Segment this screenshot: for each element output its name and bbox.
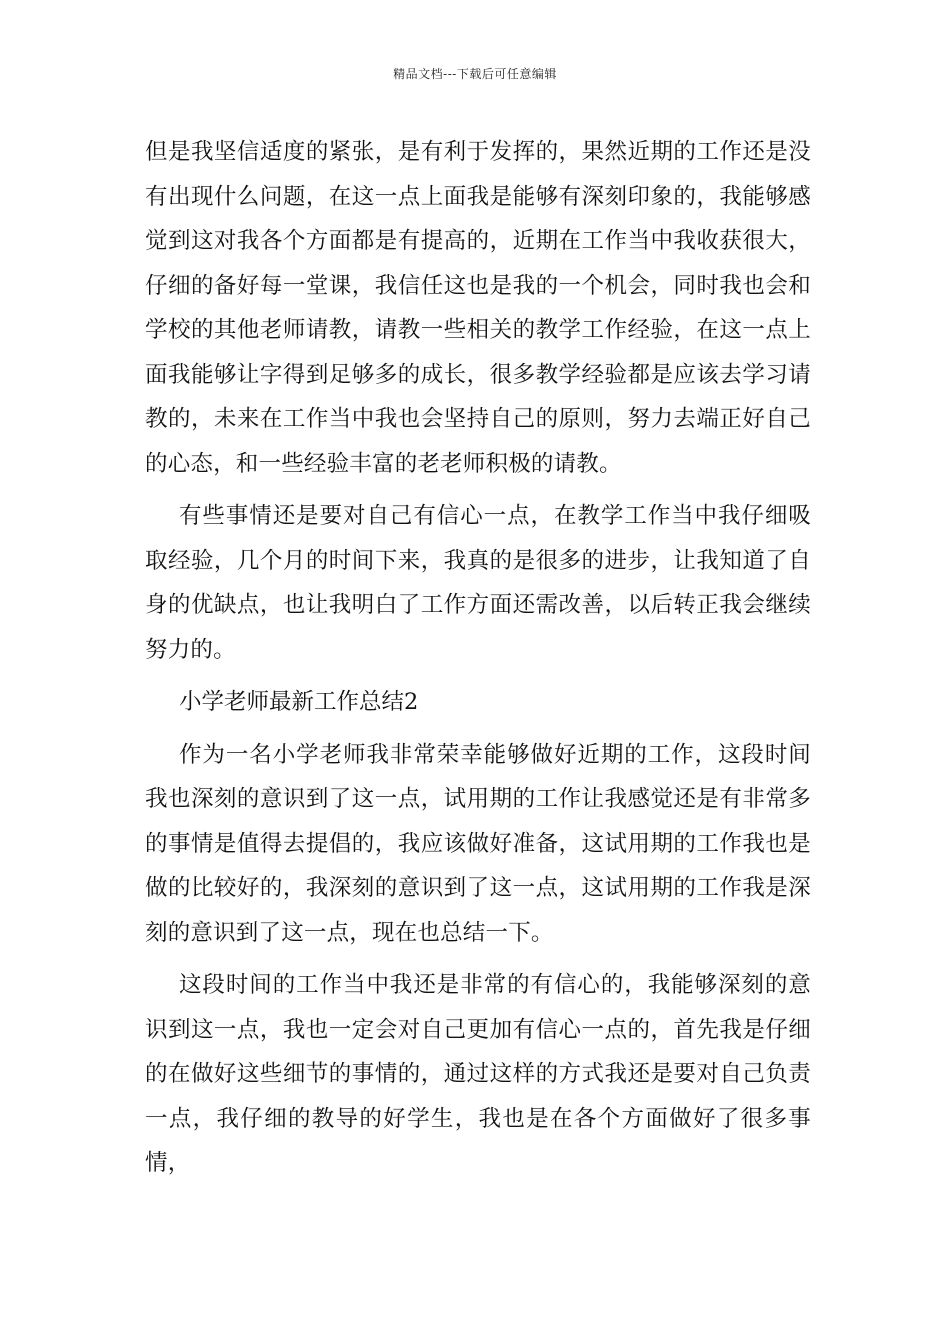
page-header: 精品文档---下载后可任意编辑 — [393, 67, 557, 81]
paragraph-1: 但是我坚信适度的紧张，是有利于发挥的，果然近期的工作还是没有出现什么问题，在这一点上面我是能够有深刻印象的，我能够感觉到这对我各个方面都是有提高的，近期在工作当中我收获很大，仔细的备好每一堂课，我信任这也是我的一个机会，同时我也会和学校的其他老师请教，请教一些相关的教学工作经验，在这一点上面我能够让字得到足够多的成长，很多教学经验都是应该去学习请教的，未来在工作当中我也会坚持自己的原则，努力去端正好自己的心态，和一些经验丰富的老老师积极的请教。 — [145, 139, 811, 477]
document-body — [145, 130, 811, 1186]
section-heading: 小学老师最新工作总结2 — [179, 689, 419, 715]
paragraph-2: 有些事情还是要对自己有信心一点，在教学工作当中我仔细吸取经验，几个月的时间下来，我真的是很多的进步，让我知道了自身的优缺点，也让我明白了工作方面还需改善，以后转正我会继续努力的。 — [145, 503, 811, 663]
paragraph-3: 作为一名小学老师我非常荣幸能够做好近期的工作，这段时间我也深刻的意识到了这一点，试用期的工作让我感觉还是有非常多的事情是值得去提倡的，我应该做好准备，这试用期的工作我也是做的比较好的，我深刻的意识到了这一点，这试用期的工作我是深刻的意识到了这一点，现在也总结一下。 — [145, 741, 811, 946]
paragraph-4: 这段时间的工作当中我还是非常的有信心的，我能够深刻的意识到这一点，我也一定会对自己更加有信心一点的，首先我是仔细的在做好这些细节的事情的，通过这样的方式我还是要对自己负责一点，我仔细的教导的好学生，我也是在各个方面做好了很多事情， — [145, 972, 811, 1176]
